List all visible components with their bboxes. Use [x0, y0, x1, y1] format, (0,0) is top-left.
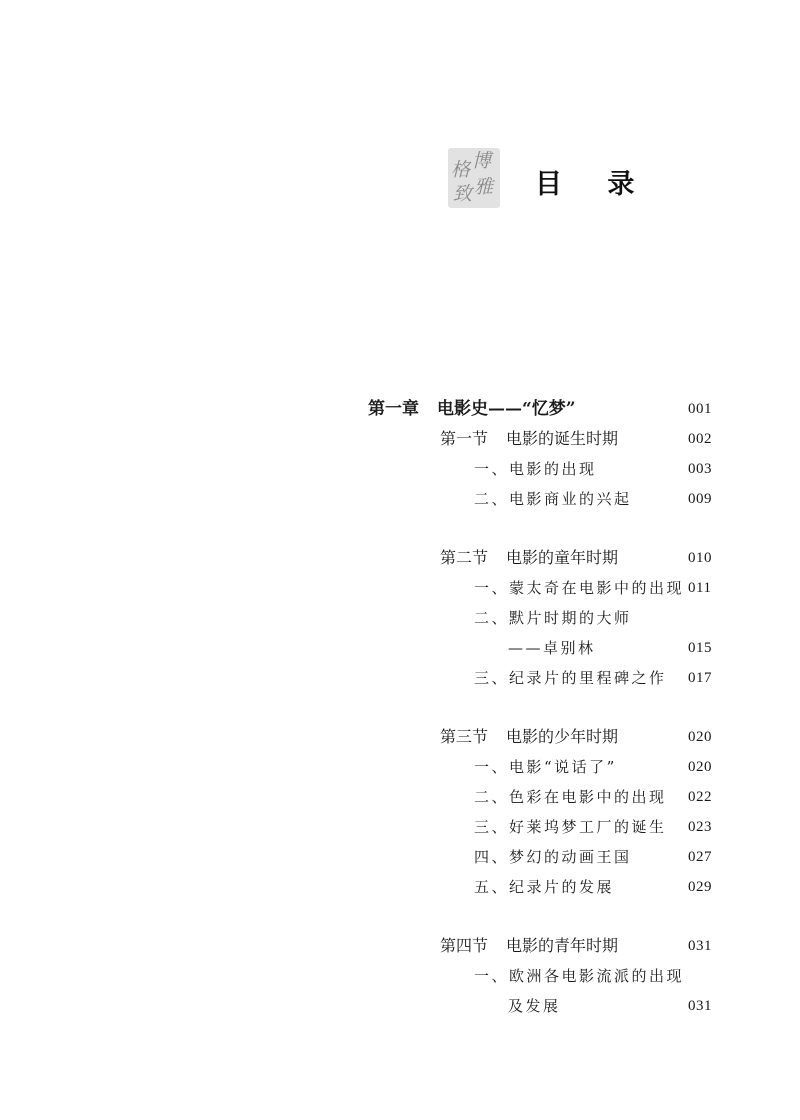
page-number: 017: [688, 670, 712, 686]
toc-item-entry[interactable]: 三、好莱坞梦工厂的诞生: [474, 818, 667, 836]
page-number: 020: [688, 759, 712, 775]
publisher-seal-logo: [448, 148, 500, 208]
toc-item-entry[interactable]: 二、默片时期的大师: [474, 609, 632, 627]
seal-char: 博: [472, 150, 492, 172]
toc-item-entry[interactable]: 三、纪录片的里程碑之作: [474, 669, 667, 687]
toc-section-entry[interactable]: [440, 426, 618, 452]
toc-section-entry[interactable]: [440, 933, 618, 959]
section-label: 第三节: [440, 727, 489, 746]
toc-section-entry[interactable]: [440, 724, 618, 750]
seal-char: 致: [453, 183, 473, 205]
section-title: 电影的童年时期: [506, 548, 619, 567]
toc-item-entry[interactable]: 一、电影的出现: [474, 460, 597, 478]
toc-item-entry[interactable]: 二、色彩在电影中的出现: [474, 788, 667, 806]
toc-section-entry[interactable]: [440, 545, 618, 571]
chapter-label: 第一章: [368, 399, 419, 419]
page-number: 010: [688, 550, 712, 566]
chapter-title: 电影史——“忆梦”: [437, 399, 576, 419]
seal-char: 格: [451, 159, 471, 181]
page-number: 020: [688, 729, 712, 745]
page-number: 015: [688, 640, 712, 656]
page-number: 001: [688, 401, 712, 417]
page-number: 031: [688, 998, 712, 1014]
page-number: 031: [688, 938, 712, 954]
section-label: 第四节: [440, 936, 489, 955]
toc-item-entry[interactable]: 四、梦幻的动画王国: [474, 848, 632, 866]
section-title: 电影的诞生时期: [506, 429, 619, 448]
page-number: 029: [688, 879, 712, 895]
page-number: 009: [688, 491, 712, 507]
toc-item-entry[interactable]: 一、电影“说话了”: [474, 758, 617, 776]
section-label: 第一节: [440, 429, 489, 448]
page-number: 022: [688, 789, 712, 805]
page-title: 目 录: [535, 169, 653, 200]
page-number: 011: [688, 580, 712, 596]
page-number: 027: [688, 849, 712, 865]
section-title: 电影的青年时期: [506, 936, 619, 955]
page-number: 003: [688, 461, 712, 477]
toc-item-continuation[interactable]: 及发展: [508, 997, 561, 1015]
toc-item-entry[interactable]: 五、纪录片的发展: [474, 878, 615, 896]
section-label: 第二节: [440, 548, 489, 567]
page-number: 002: [688, 431, 712, 447]
seal-char: 雅: [474, 176, 494, 198]
toc-item-entry[interactable]: 一、蒙太奇在电影中的出现: [474, 579, 685, 597]
toc-item-continuation[interactable]: ——卓别林: [508, 639, 596, 657]
section-title: 电影的少年时期: [506, 727, 619, 746]
toc-item-entry[interactable]: 一、欧洲各电影流派的出现: [474, 967, 685, 985]
toc-item-entry[interactable]: 二、电影商业的兴起: [474, 490, 632, 508]
page-number: 023: [688, 819, 712, 835]
toc-chapter-entry[interactable]: [368, 396, 576, 422]
